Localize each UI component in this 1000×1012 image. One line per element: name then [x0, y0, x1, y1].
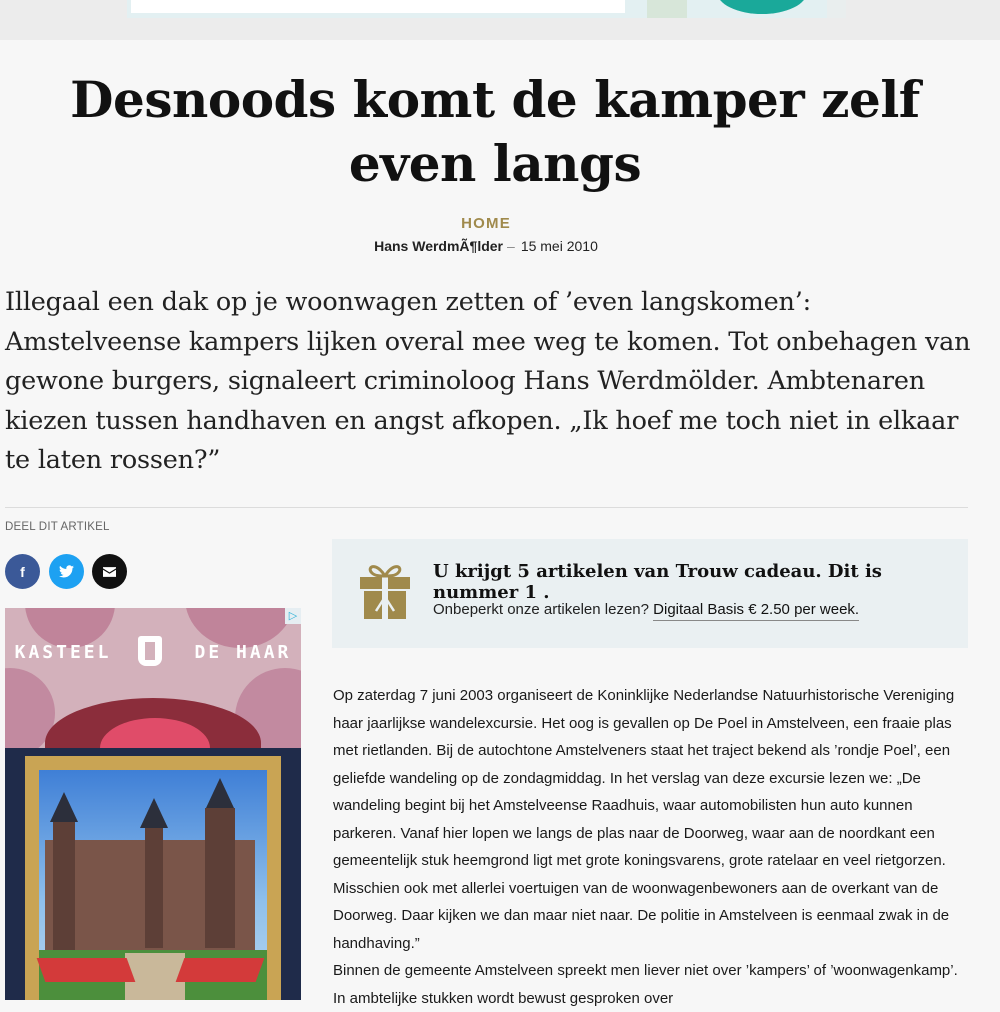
share-twitter-button[interactable] [49, 554, 84, 589]
gift-icon [358, 559, 412, 621]
subscription-link[interactable]: Digitaal Basis € 2.50 per week. [653, 601, 859, 621]
share-label: DEEL DIT ARTIKEL [5, 521, 110, 533]
publish-date: 15 mei 2010 [520, 238, 598, 254]
twitter-icon [59, 565, 74, 578]
byline-separator: – [507, 238, 515, 254]
top-ad-area [0, 0, 1000, 40]
ad-brand-left: KASTEEL [14, 642, 112, 663]
gift-subtitle: Onbeperkt onze artikelen lezen? [433, 601, 649, 618]
top-banner-ad[interactable] [127, 0, 846, 18]
facebook-icon: f [20, 563, 25, 580]
ad-brand-right: DE HAAR [194, 642, 292, 663]
share-email-button[interactable] [92, 554, 127, 589]
divider [5, 507, 968, 508]
castle-logo-icon [138, 636, 162, 666]
article-body [333, 682, 973, 1012]
byline [0, 238, 972, 254]
mail-icon [103, 567, 116, 577]
article-headline: Desnoods komt de kamper zelf even langs [70, 70, 920, 193]
share-facebook-button[interactable] [5, 554, 40, 589]
gift-subtitle-line [433, 601, 859, 618]
category-link[interactable]: HOME [461, 215, 511, 232]
gift-article-box [332, 539, 968, 648]
gift-title: U krijgt 5 artikelen van Trouw cadeau. Dit is nummer 1 . [433, 561, 882, 603]
article-intro: Illegaal een dak op je woonwagen zetten of ’even langskomen’: Amstelveense kampers lijken overal mee weg te komen. Tot onbehagen van gewone burgers, signaleert criminoloog Hans Werdmölder. Ambtenaren kiezen tussen handhaven en angst afkopen. „Ik hoef me toch niet in elkaar te laten rossen?” [5, 287, 971, 475]
author-name[interactable]: Hans WerdmÃ¶lder [374, 238, 504, 254]
side-ad-kasteel-de-haar[interactable] [5, 608, 301, 1000]
ad-choices-icon[interactable]: ▷ [285, 608, 301, 624]
article-paragraph: Op zaterdag 7 juni 2003 organiseert de Koninklijke Nederlandse Natuurhistorische Vereniging haar jaarlijkse wandelexcursie. Het oog is gevallen op De Poel in Amstelveen, een fraaie plas met rietlanden. Bij de autochtone Amstelveners staat het traject bekend als ’rondje Poel’, een geliefde wandeling op de zondagmiddag. In het verslag van deze excursie lezen we: „De wandeling begint bij het Amstelveense Raadhuis, waar automobilisten hun auto kunnen parkeren. Vanaf hier lopen we langs de plas naar de Doorweg, waar aan de noordkant een gemeentelijk stuk heemgrond ligt met grote koningsvarens, grote ratelaar en veel rietgorzen. Misschien ook met allerlei voertuigen van de woonwagenbewoners aan de overkant van de Doorweg. Daar kijken we dan maar niet naar. De politie in Amstelveen is eenmaal zwak in de handhaving.” [333, 687, 955, 952]
article-paragraph: Binnen de gemeente Amstelveen spreekt men liever niet over ’kampers’ of ’woonwagenkamp’. In ambtelijke stukken wordt bewust gesproken over [333, 962, 958, 1007]
